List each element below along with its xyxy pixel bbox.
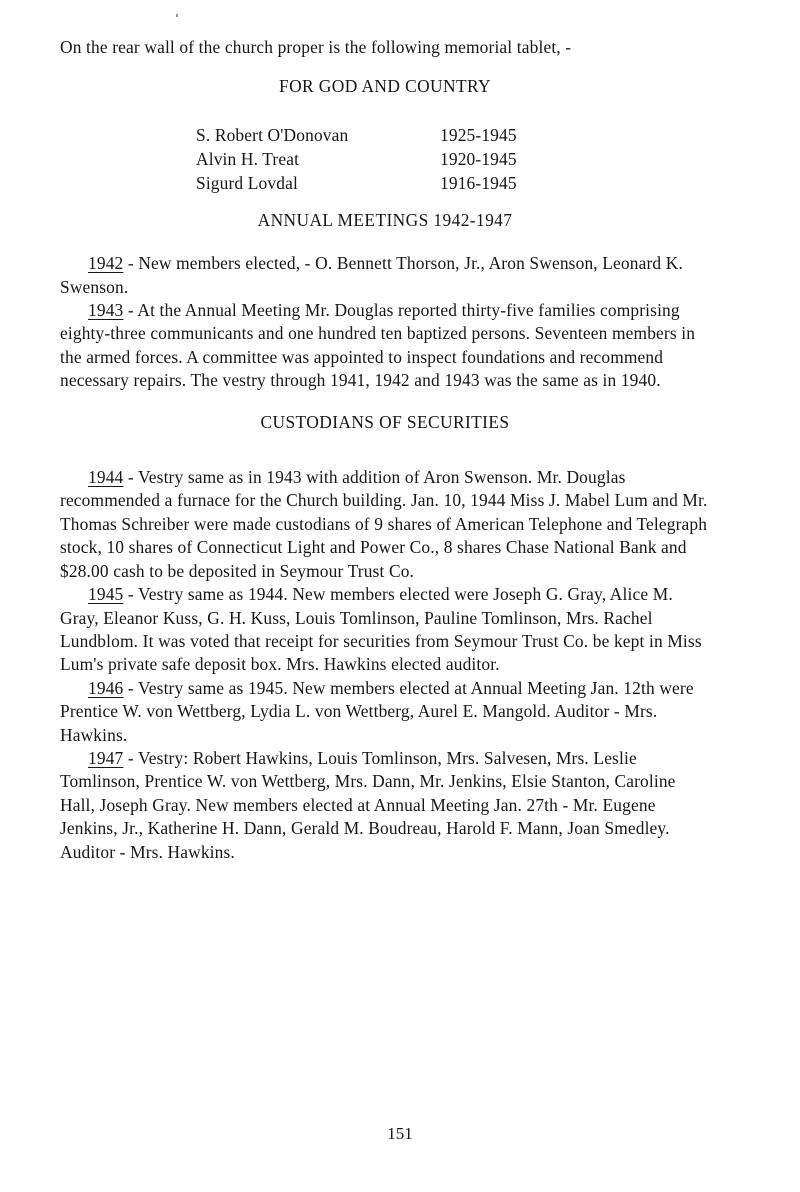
- year-1944: 1944: [88, 467, 124, 488]
- memorial-entry: [196, 147, 517, 171]
- memorial-tablet-title: FOR GOD AND COUNTRY: [279, 76, 491, 97]
- annual-meetings-heading: ANNUAL MEETINGS 1942-1947: [257, 209, 513, 230]
- paragraph-1945: [60, 583, 710, 677]
- paragraph-1946: [60, 677, 710, 747]
- memorial-entry: [196, 171, 517, 195]
- paper-speck: [176, 14, 178, 17]
- document-page: [60, 36, 710, 864]
- memorial-years: 1920-1945: [440, 148, 517, 169]
- paragraph-1943: [60, 299, 710, 393]
- memorial-entry: [196, 123, 517, 147]
- year-1943: 1943: [88, 300, 124, 321]
- text-1944: - Vestry same as in 1943 with addition of Aron Swenson. Mr. Douglas recommended a furnace for the Church building. Jan. 10, 1944 Miss J. Mabel Lum and Mr. Thomas Schreiber were made custodians of 9 shares of American Telephone and Telegraph stock, 10 shares of Connecticut Light and Power Co., 8 shares Chase National Bank and $28.00 cash to be deposited in Seymour Trust Co.: [60, 467, 708, 581]
- paragraph-1942: [60, 252, 710, 299]
- text-1946: - Vestry same as 1945. New members elected at Annual Meeting Jan. 12th were Prentice W. von Wettberg, Lydia L. von Wettberg, Aurel E. Mangold. Auditor - Mrs. Hawkins.: [60, 677, 694, 745]
- paragraph-1944: [60, 466, 710, 583]
- memorial-name: S. Robert O'Donovan: [196, 124, 349, 145]
- page-number: 151: [387, 1124, 413, 1143]
- memorial-name: Alvin H. Treat: [196, 148, 300, 169]
- memorial-tablet: [196, 123, 517, 195]
- year-1947: 1947: [88, 747, 124, 768]
- year-1945: 1945: [88, 584, 124, 605]
- intro-paragraph: On the rear wall of the church proper is the following memorial tablet, -: [60, 37, 572, 57]
- text-1942: - New members elected, - O. Bennett Thorson, Jr., Aron Swenson, Leonard K. Swenson.: [60, 253, 683, 297]
- year-1942: 1942: [88, 253, 124, 274]
- text-1947: - Vestry: Robert Hawkins, Louis Tomlinson, Mrs. Salvesen, Mrs. Leslie Tomlinson, Prentice W. von Wettberg, Mrs. Dann, Mr. Jenkins, Elsie Stanton, Caroline Hall, Joseph Gray. New members elected at Annual Meeting Jan. 27th - Mr. Eugene Jenkins, Jr., Katherine H. Dann, Gerald M. Boudreau, Harold F. Mann, Joan Smedley. Auditor - Mrs. Hawkins.: [60, 747, 676, 862]
- text-1943: - At the Annual Meeting Mr. Douglas reported thirty-five families comprising eighty-three communicants and one hundred ten baptized persons. Seventeen members in the armed forces. A committee was appointed to inspect foundations and recommend necessary repairs. The vestry through 1941, 1942 and 1943 was the same as in 1940.: [60, 300, 696, 391]
- memorial-name: Sigurd Lovdal: [196, 172, 298, 193]
- paragraph-1947: [60, 747, 710, 864]
- text-1945: - Vestry same as 1944. New members elected were Joseph G. Gray, Alice M. Gray, Eleanor Kuss, G. H. Kuss, Louis Tomlinson, Pauline Tomlinson, Mrs. Rachel Lundblom. It was voted that receipt for securities from Seymour Trust Co. be kept in Miss Lum's private safe deposit box. Mrs. Hawkins elected auditor.: [60, 584, 702, 675]
- custodians-heading: CUSTODIANS OF SECURITIES: [260, 411, 510, 432]
- year-1946: 1946: [88, 677, 124, 698]
- memorial-years: 1916-1945: [440, 172, 517, 193]
- memorial-years: 1925-1945: [440, 124, 517, 145]
